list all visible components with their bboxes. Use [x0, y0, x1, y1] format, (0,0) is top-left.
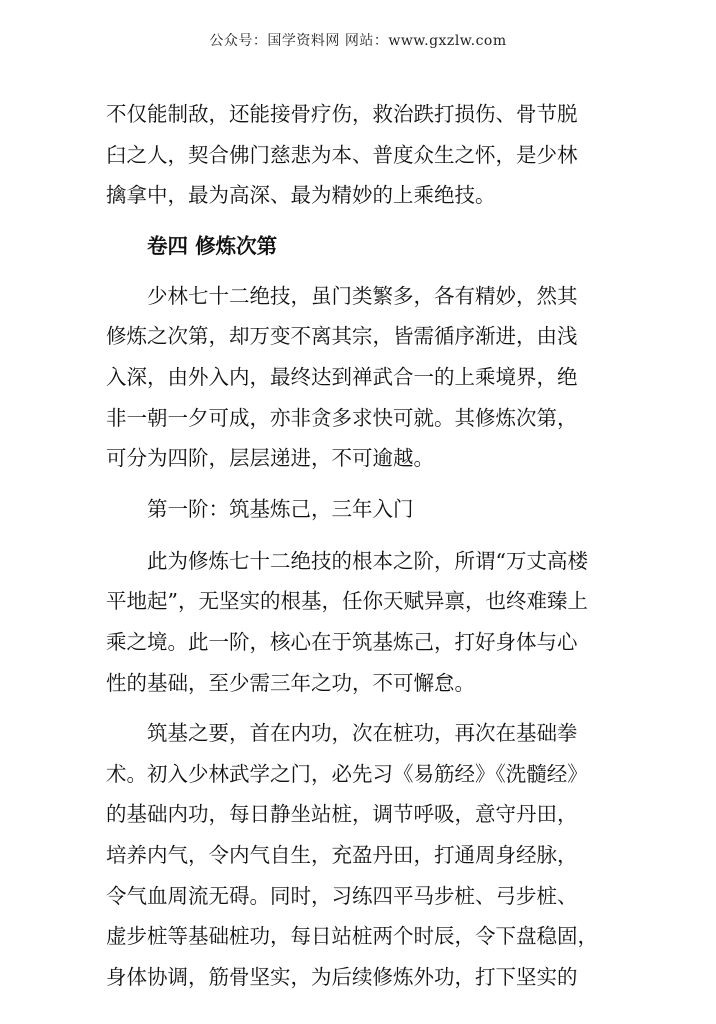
text-line: 的基础内功，每日静坐站桩，调节呼吸，意守丹田， [106, 802, 578, 827]
page-header: 公众号：国学资料网 网站：www.gxzlw.com [209, 33, 507, 49]
paragraph-1 [106, 94, 618, 216]
text-line: 性的基础，至少需三年之功，不可懈怠。 [106, 670, 475, 695]
text-line: 培养内气，令内气自生，充盈丹田，打通周身经脉， [106, 842, 578, 867]
text-line: 筑基之要，首在内功，次在桩功，再次在基础拳 [147, 721, 578, 746]
text-line: 平地起”，无坚实的根基，任你天赋异禀，也终难臻上 [106, 589, 588, 614]
text-line: 术。初入少林武学之门，必先习《易筋经》《洗髓经》 [106, 761, 588, 786]
text-line: 可分为四阶，层层递进，不可逾越。 [106, 446, 434, 471]
text-line: 不仅能制敌，还能接骨疗伤，救治跌打损伤、骨节脱 [106, 102, 578, 126]
text-line: 非一朝一夕可成，亦非贪多求快可就。其修炼次第， [106, 405, 578, 430]
paragraph-3 [106, 541, 618, 703]
text-line: 修炼之次第，却万变不离其宗，皆需循序渐进，由浅 [106, 324, 578, 349]
paragraph-2 [106, 276, 618, 479]
paragraph-4 [106, 713, 618, 997]
document-body [106, 94, 618, 1007]
text-line: 入深，由外入内，最终达到禅武合一的上乘境界，绝 [106, 364, 578, 389]
text-line: 此为修炼七十二绝技的根本之阶，所谓“万丈高楼 [147, 548, 588, 573]
subsection-heading: 第一阶：筑基炼己，三年入门 [147, 496, 414, 521]
section-heading: 卷四 修炼次第 [147, 233, 278, 258]
text-line: 令气血周流无碍。同时，习练四平马步桩、弓步桩、 [106, 883, 578, 908]
text-line: 身体协调，筋骨坚实，为后续修炼外功，打下坚实的 [106, 964, 578, 989]
text-line: 虚步桩等基础桩功，每日站桩两个时辰，令下盘稳固， [106, 924, 598, 949]
text-line: 臼之人，契合佛门慈悲为本、普度众生之怀，是少林 [106, 142, 578, 167]
text-line: 乘之境。此一阶，核心在于筑基炼己，打好身体与心 [106, 629, 578, 654]
text-line: 擒拿中，最为高深、最为精妙的上乘绝技。 [106, 183, 496, 208]
text-line: 少林七十二绝技，虽门类繁多，各有精妙，然其 [147, 283, 578, 308]
